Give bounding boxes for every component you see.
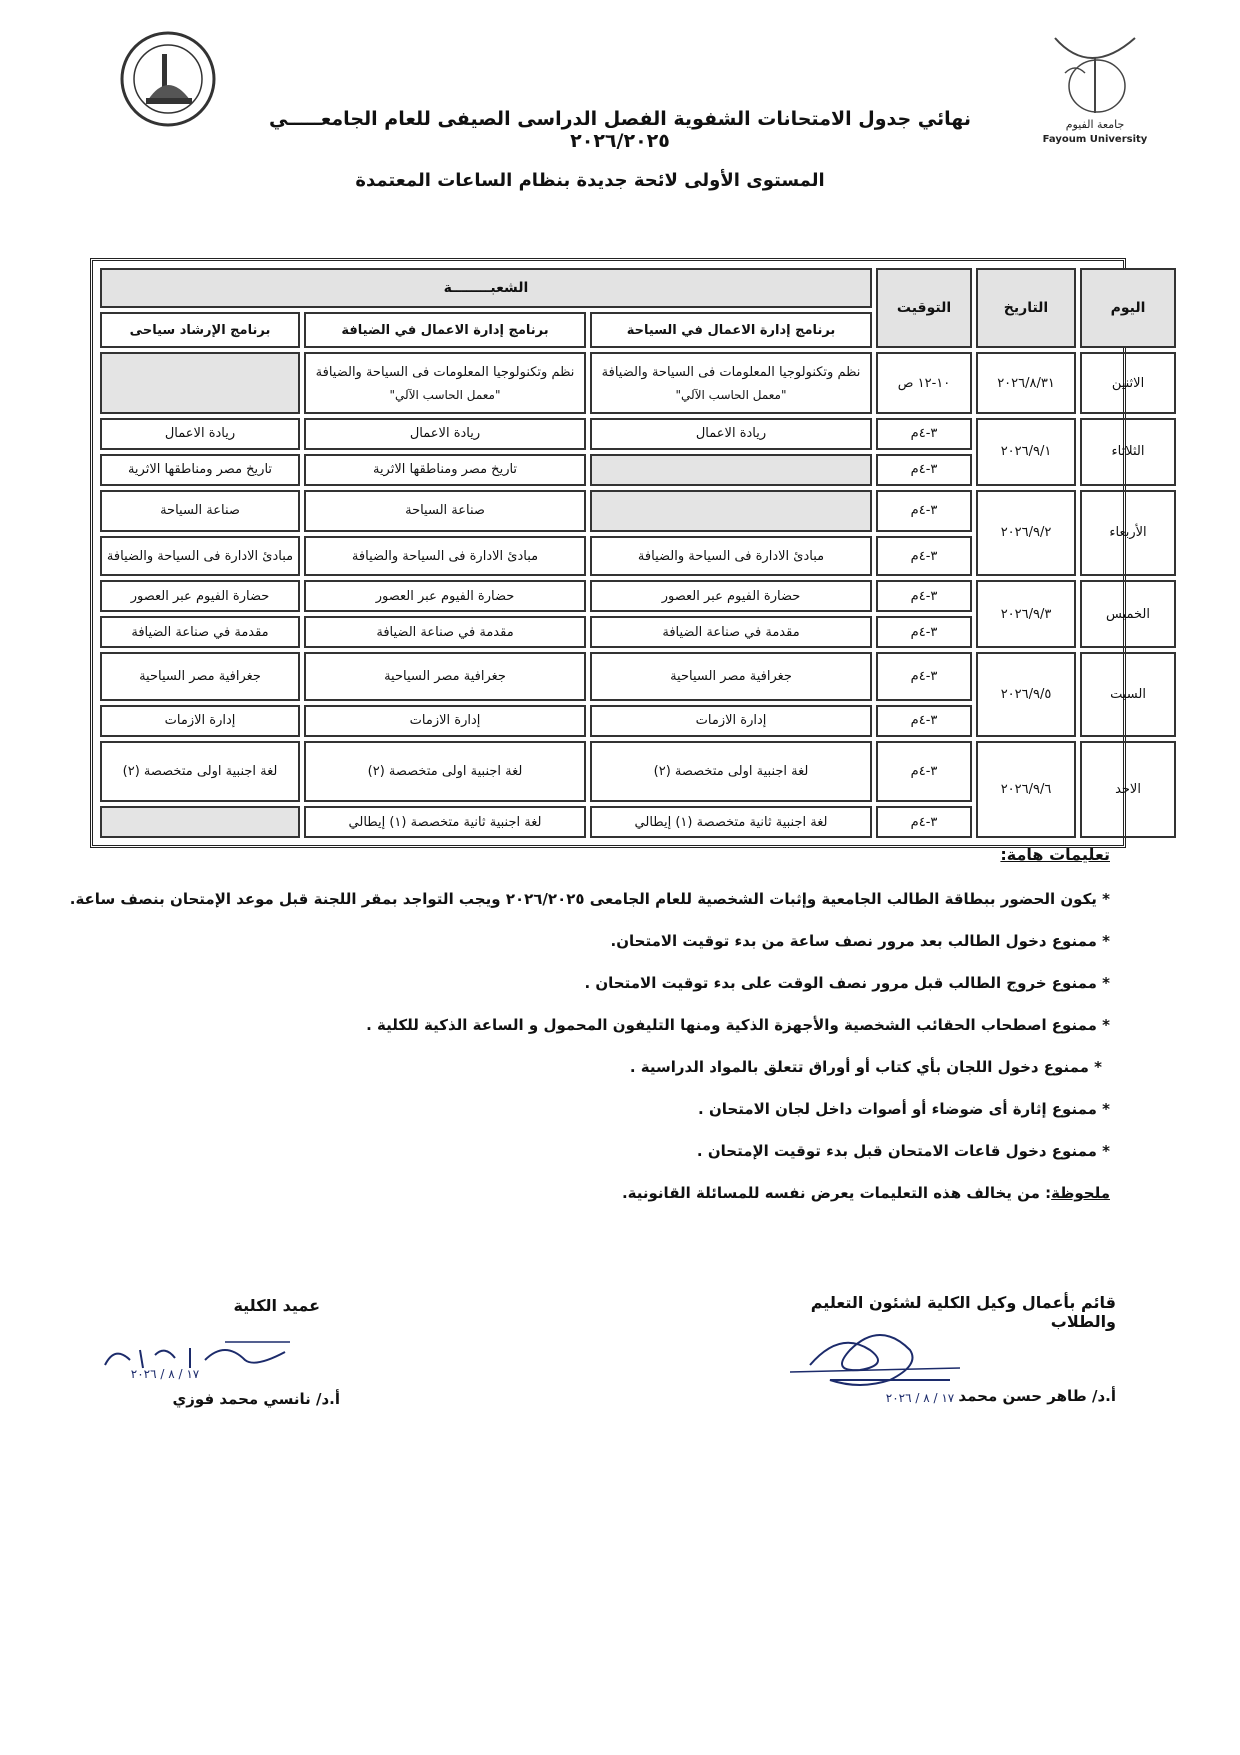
dean-title: عميد الكلية xyxy=(233,1296,320,1315)
empty-cell xyxy=(100,352,300,414)
exam-cell: مبادئ الادارة فى السياحة والضيافة xyxy=(100,536,300,576)
page-title: نهائي جدول الامتحانات الشفوية الفصل الدراسى الصيفى للعام الجامعـــــي ٢٠٢٦/٢٠٢٥ xyxy=(269,108,971,152)
exam-cell: مقدمة في صناعة الضيافة xyxy=(100,616,300,648)
header-date: التاريخ xyxy=(976,268,1076,348)
header-program-guidance: برنامج الإرشاد سياحى xyxy=(100,312,300,348)
day-cell: الخميس xyxy=(1080,580,1176,648)
date-cell: ٢٠٢٦/٩/٥ xyxy=(976,652,1076,737)
day-cell: الاحد xyxy=(1080,741,1176,838)
exam-cell: لغة اجنبية ثانية متخصصة (١) إيطالي xyxy=(304,806,586,838)
vice-dean-name: أ.د/ طاهر حسن محمد xyxy=(958,1387,1116,1405)
exam-cell xyxy=(304,352,586,414)
date-cell: ٢٠٢٦/٩/٢ xyxy=(976,490,1076,577)
exam-subject: نظم وتكنولوجيا المعلومات فى السياحة والضيافة xyxy=(315,364,575,380)
exam-cell: صناعة السياحة xyxy=(100,490,300,532)
vice-dean-title: قائم بأعمال وكيل الكلية لشئون التعليم والطلاب xyxy=(810,1293,1116,1331)
exam-cell: حضارة الفيوم عبر العصور xyxy=(590,580,872,612)
exam-cell: ريادة الاعمال xyxy=(100,418,300,450)
dean-signature-date: ١٧ / ٨ / ٢٠٢٦ xyxy=(130,1367,200,1380)
instruction-item: * ممنوع اصطحاب الحقائب الشخصية والأجهزة الذكية ومنها التليفون المحمول و الساعة الذكية للكلية . xyxy=(366,1016,1110,1034)
exam-cell: جغرافية مصر السياحية xyxy=(590,652,872,701)
exam-cell: صناعة السياحة xyxy=(304,490,586,532)
day-cell: الثلاثاء xyxy=(1080,418,1176,486)
exam-cell: مقدمة في صناعة الضيافة xyxy=(304,616,586,648)
time-cell: ٣-٤م xyxy=(876,705,972,737)
day-cell: الاثنين xyxy=(1080,352,1176,414)
faculty-logo xyxy=(118,20,218,138)
date-cell: ٢٠٢٦/٩/٦ xyxy=(976,741,1076,838)
date-cell: ٢٠٢٦/٨/٣١ xyxy=(976,352,1076,414)
exam-cell: جغرافية مصر السياحية xyxy=(304,652,586,701)
exam-cell: إدارة الازمات xyxy=(590,705,872,737)
exam-cell: إدارة الازمات xyxy=(100,705,300,737)
exam-cell: حضارة الفيوم عبر العصور xyxy=(100,580,300,612)
remark xyxy=(622,1184,1110,1202)
dean-name: أ.د/ نانسي محمد فوزي xyxy=(172,1390,340,1408)
instruction-item: * يكون الحضور ببطاقة الطالب الجامعية وإثبات الشخصية للعام الجامعى ٢٠٢٦/٢٠٢٥ ويجب التواجد بمقر اللجنة قبل موعد الإمتحان بنصف ساعة. xyxy=(69,890,1110,908)
header-division: الشعبــــــــة xyxy=(100,268,872,308)
dean-signature xyxy=(95,1330,295,1380)
exam-cell: إدارة الازمات xyxy=(304,705,586,737)
exam-cell: مقدمة في صناعة الضيافة xyxy=(590,616,872,648)
exam-cell: لغة اجنبية اولى متخصصة (٢) xyxy=(590,741,872,803)
time-cell: ٣-٤م xyxy=(876,454,972,486)
exam-cell: ريادة الاعمال xyxy=(304,418,586,450)
header-time: التوقيت xyxy=(876,268,972,348)
empty-cell xyxy=(590,454,872,486)
schedule-table xyxy=(96,264,1180,842)
remark-text: : من يخالف هذه التعليمات يعرض نفسه للمسائلة القانونية. xyxy=(621,1184,1052,1202)
exam-cell: لغة اجنبية ثانية متخصصة (١) إيطالي xyxy=(590,806,872,838)
instruction-item: * ممنوع دخول اللجان بأي كتاب أو أوراق تتعلق بالمواد الدراسية . xyxy=(629,1058,1102,1076)
date-cell: ٢٠٢٦/٩/١ xyxy=(976,418,1076,486)
header-program-hospitality: برنامج إدارة الاعمال في الضيافة xyxy=(304,312,586,348)
exam-cell: تاريخ مصر ومناطقها الاثرية xyxy=(304,454,586,486)
time-cell: ٣-٤م xyxy=(876,652,972,701)
empty-cell xyxy=(100,806,300,838)
empty-cell xyxy=(590,490,872,532)
vice-dean-signature-date: ١٧ / ٨ / ٢٠٢٦ xyxy=(885,1391,955,1405)
university-name-en: Fayoum University xyxy=(1042,134,1148,145)
header-program-tourism: برنامج إدارة الاعمال في السياحة xyxy=(590,312,872,348)
remark-label: ملحوظة xyxy=(1051,1184,1110,1202)
instruction-item: * ممنوع دخول قاعات الامتحان قبل بدء توقيت الإمتحان . xyxy=(696,1142,1110,1160)
time-cell: ٣-٤م xyxy=(876,616,972,648)
time-cell: ٣-٤م xyxy=(876,806,972,838)
time-cell: ٣-٤م xyxy=(876,536,972,576)
exam-cell: تاريخ مصر ومناطقها الاثرية xyxy=(100,454,300,486)
header-day: اليوم xyxy=(1080,268,1176,348)
exam-cell: مبادئ الادارة فى السياحة والضيافة xyxy=(590,536,872,576)
exam-cell: لغة اجنبية اولى متخصصة (٢) xyxy=(100,741,300,803)
time-cell: ٣-٤م xyxy=(876,490,972,532)
time-cell: ٣-٤م xyxy=(876,418,972,450)
university-logo xyxy=(1035,18,1155,148)
exam-subject: نظم وتكنولوجيا المعلومات فى السياحة والضيافة xyxy=(601,364,861,380)
instruction-item: * ممنوع خروج الطالب قبل مرور نصف الوقت على بدء توقيت الامتحان . xyxy=(584,974,1110,992)
exam-location: "معمل الحاسب الآلي" xyxy=(389,387,501,402)
exam-location: "معمل الحاسب الآلي" xyxy=(675,387,787,402)
day-cell: السبت xyxy=(1080,652,1176,737)
exam-cell: حضارة الفيوم عبر العصور xyxy=(304,580,586,612)
time-cell: ١٠-١٢ ص xyxy=(876,352,972,414)
time-cell: ٣-٤م xyxy=(876,741,972,803)
exam-cell: ريادة الاعمال xyxy=(590,418,872,450)
exam-cell xyxy=(590,352,872,414)
exam-cell: لغة اجنبية اولى متخصصة (٢) xyxy=(304,741,586,803)
date-cell: ٢٠٢٦/٩/٣ xyxy=(976,580,1076,648)
day-cell: الأربعاء xyxy=(1080,490,1176,577)
schedule-table-frame xyxy=(90,258,1150,848)
time-cell: ٣-٤م xyxy=(876,580,972,612)
exam-cell: مبادئ الادارة فى السياحة والضيافة xyxy=(304,536,586,576)
exam-cell: جغرافية مصر السياحية xyxy=(100,652,300,701)
instructions-heading: تعليمات هامة: xyxy=(1000,845,1110,864)
university-name-ar: جامعة الفيوم xyxy=(1065,118,1125,131)
instruction-item: * ممنوع دخول الطالب بعد مرور نصف ساعة من بدء توقيت الامتحان. xyxy=(610,932,1110,950)
page-subtitle: المستوى الأولى لائحة جديدة بنظام الساعات المعتمدة xyxy=(355,170,825,191)
instruction-item: * ممنوع إثارة أى ضوضاء أو أصوات داخل لجان الامتحان . xyxy=(698,1100,1110,1118)
